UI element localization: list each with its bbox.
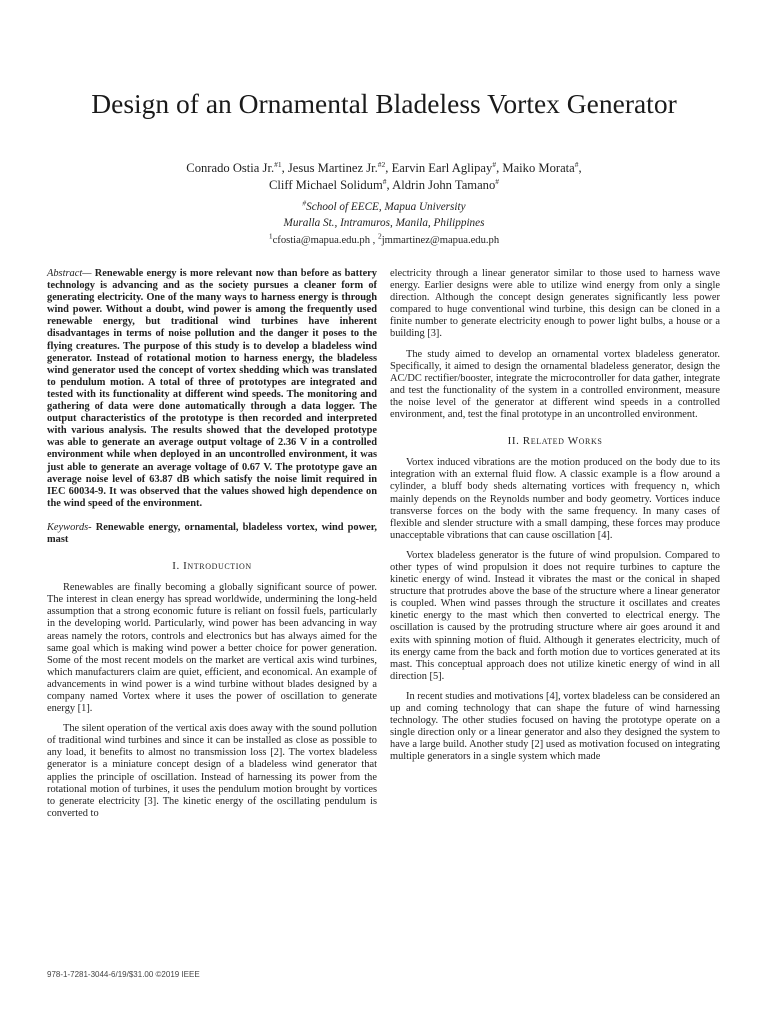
keywords-body: Renewable energy, ornamental, bladeless vortex, wind power, mast (47, 521, 377, 545)
abstract-lead: Abstract— (47, 268, 92, 279)
right-column (390, 268, 720, 763)
email-link[interactable]: cfostia@mapua.edu.ph (272, 235, 371, 246)
paragraph: Renewables are finally becoming a globally significant source of power. The interest in clean energy has spread worldwide, undermining the long-held assumption that a strong economic future is reliant on fossil fuels, particularly in the developing world. Particularly, wind power has been advancing in way areas namely the rotors, controls and electronics but has always aimed for the same goal which is making wind power a better choice for power generation. Some of the most recent models on the market are vertical axis wind turbines, which manufacturers claim are quiet, efficient, and economical. An example of advancements in wind power is a wind turbine without blades designed by a company named Vortex where it uses the power of oscillation to generate energy [1]. (47, 582, 377, 715)
author-name: Jesus Martinez Jr. (287, 161, 378, 175)
author-superscript: # (492, 159, 497, 169)
author-separator: , (578, 161, 582, 175)
section-heading: I. Introduction (172, 560, 252, 573)
paragraph: The study aimed to develop an ornamental vortex bladeless generator. Specifically, it aimed to design the ornamental bladeless generator, design the AC/DC rectifier/booster, integrate the microcontroller for data gather, integrate and test the functionality of the system in a controlled environment, measure the noise level of the generator at different wind speeds in a controlled environment, and, test the final prototype in an uncontrolled environment. (390, 348, 720, 421)
section-heading: II. Related Works (507, 435, 603, 448)
author-line-1 (90, 160, 678, 177)
email-line (90, 233, 678, 249)
author-name: Cliff Michael Solidum (268, 178, 383, 192)
author-name: Aldrin John Tamano (392, 178, 496, 192)
left-column (47, 268, 377, 820)
author-separator: , (386, 178, 393, 192)
paragraph: Vortex induced vibrations are the motion produced on the body due to its integration with an external fluid flow. A classic example is a flow around a cylinder, a bluff body sheds alternating vortices with frequency n, which mainly depends on the Reynolds number and body geometry. Vortices induce transverse forces on the body with the same frequency. In many cases of flexible and slender structure with a small damping, these forces may produce unacceptable vibrations that can cause oscillation [4]. (390, 457, 720, 541)
address: Muralla St., Intramuros, Manila, Philippines (283, 217, 485, 229)
paragraph: The silent operation of the vertical axis does away with the sound pollution of traditional wind turbines and since it can be installed as close as possible to any load, it benefits to almost no transmission loss [2]. The vortex bladeless generator is a miniature concept design of a bladeless wind generator that applies the principle of oscillation. Instead of harnessing its power from the rotational motion of turbines, it uses the pendulum motion brought by vortices to generate electricity [3]. The kinetic energy of the oscillating pendulum is converted to (47, 723, 377, 819)
paragraph: In recent studies and motivations [4], vortex bladeless can be considered an up and coming technology that can shape the future of wind harnessing technology. The other studies focused on having the prototype operate on a single direction only or a linear generator and also they designed the system to have a large build. Another study [2] used as motivation focused on integrating multiple generators in a single system which made (390, 690, 720, 763)
abstract-body: Renewable energy is more relevant now than before as battery technology is advancing and as the society pursues a cleaner form of generating electricity. One of the many ways to harness energy is through wind power. Without a doubt, wind power is among the frequently used renewable energy, but traditional wind turbines have inherent disadvantages in terms of noise pollution and the danger it poses to the flying creatures. The purpose of this study is to develop a bladeless wind generator. Instead of rotational motion to harness energy, the bladeless wind generator used the concept of vortex shedding which was translated to pendulum motion. A total of three of prototypes are integrated and tested with its functionality at different wind speeds. The monitoring and gathering of data were done automatically through a data logger. The output characteristics of the prototype is then recorded and interpreted with various analysis. The results showed that the developed prototype was able to generate an average output voltage of 2.36 V in a controlled environment while when deployed in an uncontrolled environment, it was just able to generate an average voltage of 0.67 V. The prototype gave an average noise level of 63.87 dB which satisfy the noise limit required in IEC 60034-9. It was observed that the values showed high dependence on the wind speed of the environment. (47, 268, 377, 509)
author-separator: , (281, 161, 288, 175)
author-separator: , (496, 161, 503, 175)
affiliation: School of EECE, Mapua University (306, 201, 466, 213)
author-superscript: #1 (274, 159, 282, 169)
author-superscript: # (495, 176, 500, 186)
author-superscript: # (382, 176, 387, 186)
author-name: Earvin Earl Aglipay (391, 161, 493, 175)
paragraph: electricity through a linear generator similar to those used to harness wave energy. Earlier designs were able to utilize wind energy from only a single direction. Although the concept design generates significantly less power compared to huge conventional wind turbine, this design can be cloned in a finite number to generate electricity enough to power light bulbs, a house or a building [3]. (390, 268, 720, 340)
copyright-footer: 978-1-7281-3044-6/19/$31.00 ©2019 IEEE (47, 970, 200, 979)
abstract (47, 268, 377, 510)
author-line-2 (90, 177, 678, 194)
email-separator: , (370, 235, 378, 246)
author-superscript: #2 (377, 159, 386, 169)
email-link[interactable]: jmmartinez@mapua.edu.ph (381, 235, 500, 246)
keywords (47, 522, 377, 546)
email-superscript: 1 (268, 231, 273, 241)
affiliation-block (90, 199, 678, 231)
email-superscript: 2 (377, 231, 382, 241)
affiliation-mark: # (302, 198, 307, 208)
author-list (90, 160, 678, 194)
author-separator: , (385, 161, 392, 175)
author-name: Conrado Ostia Jr. (186, 161, 275, 175)
paragraph: Vortex bladeless generator is the future of wind propulsion. Compared to other types of wind propulsion it does not require turbines to capture the kinetic energy of wind. Instead it vibrates the mast or the conical in shaped structure that protrudes above the base of the structure where a linear generator is coupled. When wind passes through the structure it oscillates and creates kinetic energy to the mast which then converted to electrical energy. The oscillation is caused by the protruding structure where air goes around it and exits with spinning motion of fluid. Although it generates electricity, much of its energy came from the back and forth motion due to vortices generated at its mast. This conceptual approach does not utilize kinetic energy of wind in all direction [5]. (390, 549, 720, 682)
paper-title: Design of an Ornamental Bladeless Vortex Generator (91, 88, 677, 119)
author-superscript: # (574, 159, 579, 169)
keywords-lead: Keywords- (47, 521, 92, 533)
author-name: Maiko Morata (502, 161, 575, 175)
